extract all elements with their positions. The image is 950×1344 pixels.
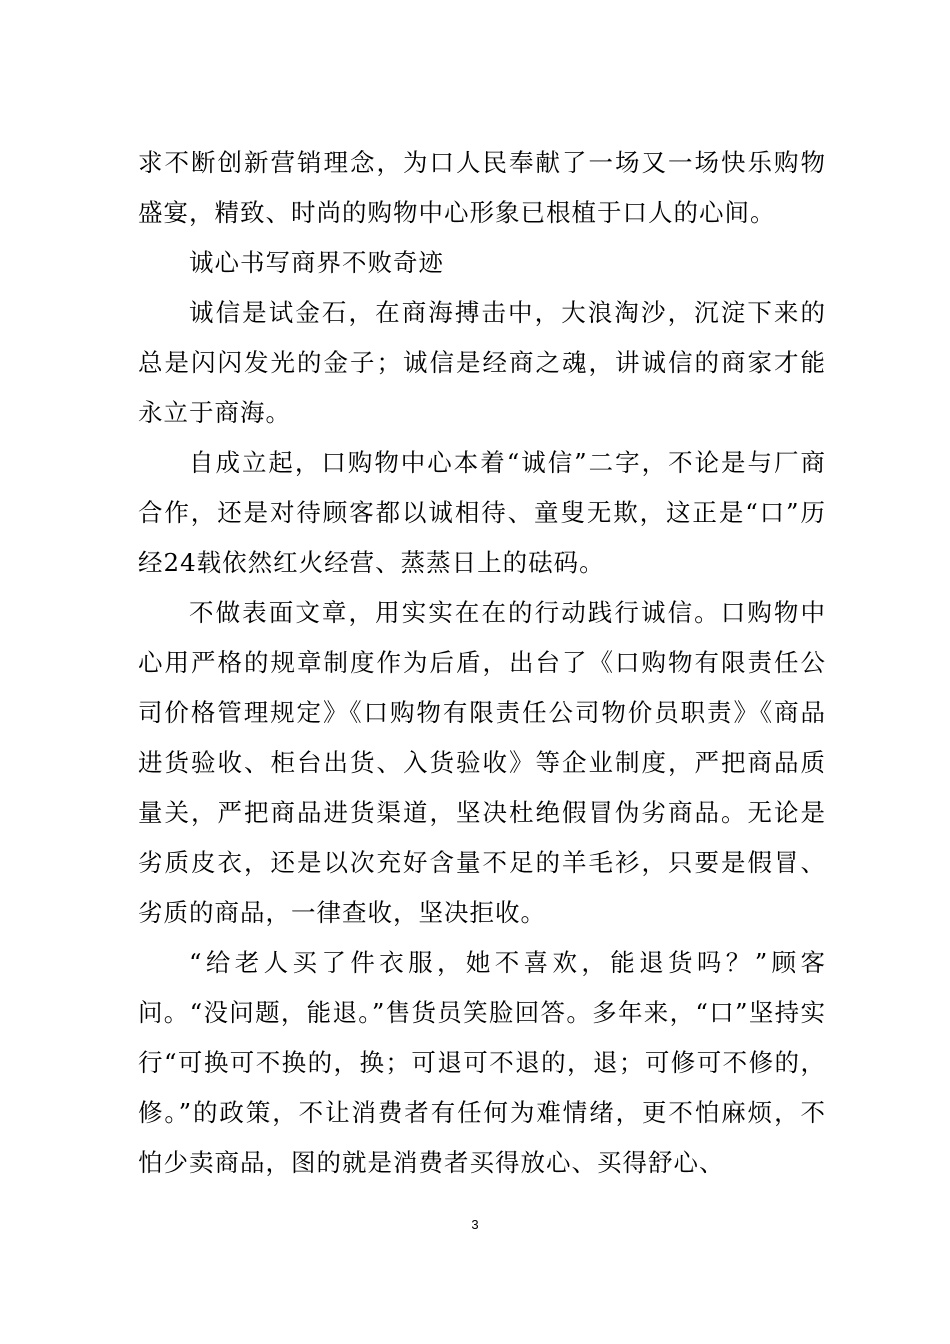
paragraph-continuation: 求不断创新营销理念，为口人民奉献了一场又一场快乐购物盛宴，精致、时尚的购物中心形象已根植于口人的心间。: [138, 148, 826, 227]
section-heading: 诚心书写商界不败奇迹: [189, 248, 444, 277]
body-text: [138, 138, 826, 1188]
paragraph-return-policy: “给老人买了件衣服，她不喜欢，能退货吗？”顾客问。“没问题，能退。”售货员笑脸回答。多年来，“口”坚持实行“可换可不换的，换；可退可不退的，退；可修可不修的，修。”的政策，不让消费者有任何为难情绪，更不怕麻烦，不怕少卖商品，图的就是消费者买得放心、买得舒心、: [138, 948, 826, 1177]
paragraph-integrity-touchstone: 诚信是试金石，在商海搏击中，大浪淘沙，沉淀下来的总是闪闪发光的金子；诚信是经商之魂，讲诚信的商家才能永立于商海。: [138, 298, 826, 427]
paragraph-regulations: 不做表面文章，用实实在在的行动践行诚信。口购物中心用严格的规章制度作为后盾，出台了《口购物有限责任公司价格管理规定》《口购物有限责任公司物价员职责》《商品进货验收、柜台出货、入货验收》等企业制度，严把商品质量关，严把商品进货渠道，坚决杜绝假冒伪劣商品。无论是劣质皮衣，还是以次充好含量不足的羊毛衫，只要是假冒、劣质的商品，一律查收，坚决拒收。: [138, 598, 826, 927]
page-number: 3: [471, 1217, 479, 1232]
paragraph-since-founding: 自成立起，口购物中心本着“诚信”二字，不论是与厂商合作，还是对待顾客都以诚相待、童叟无欺，这正是“口”历经24载依然红火经营、蒸蒸日上的砝码。: [138, 448, 826, 577]
